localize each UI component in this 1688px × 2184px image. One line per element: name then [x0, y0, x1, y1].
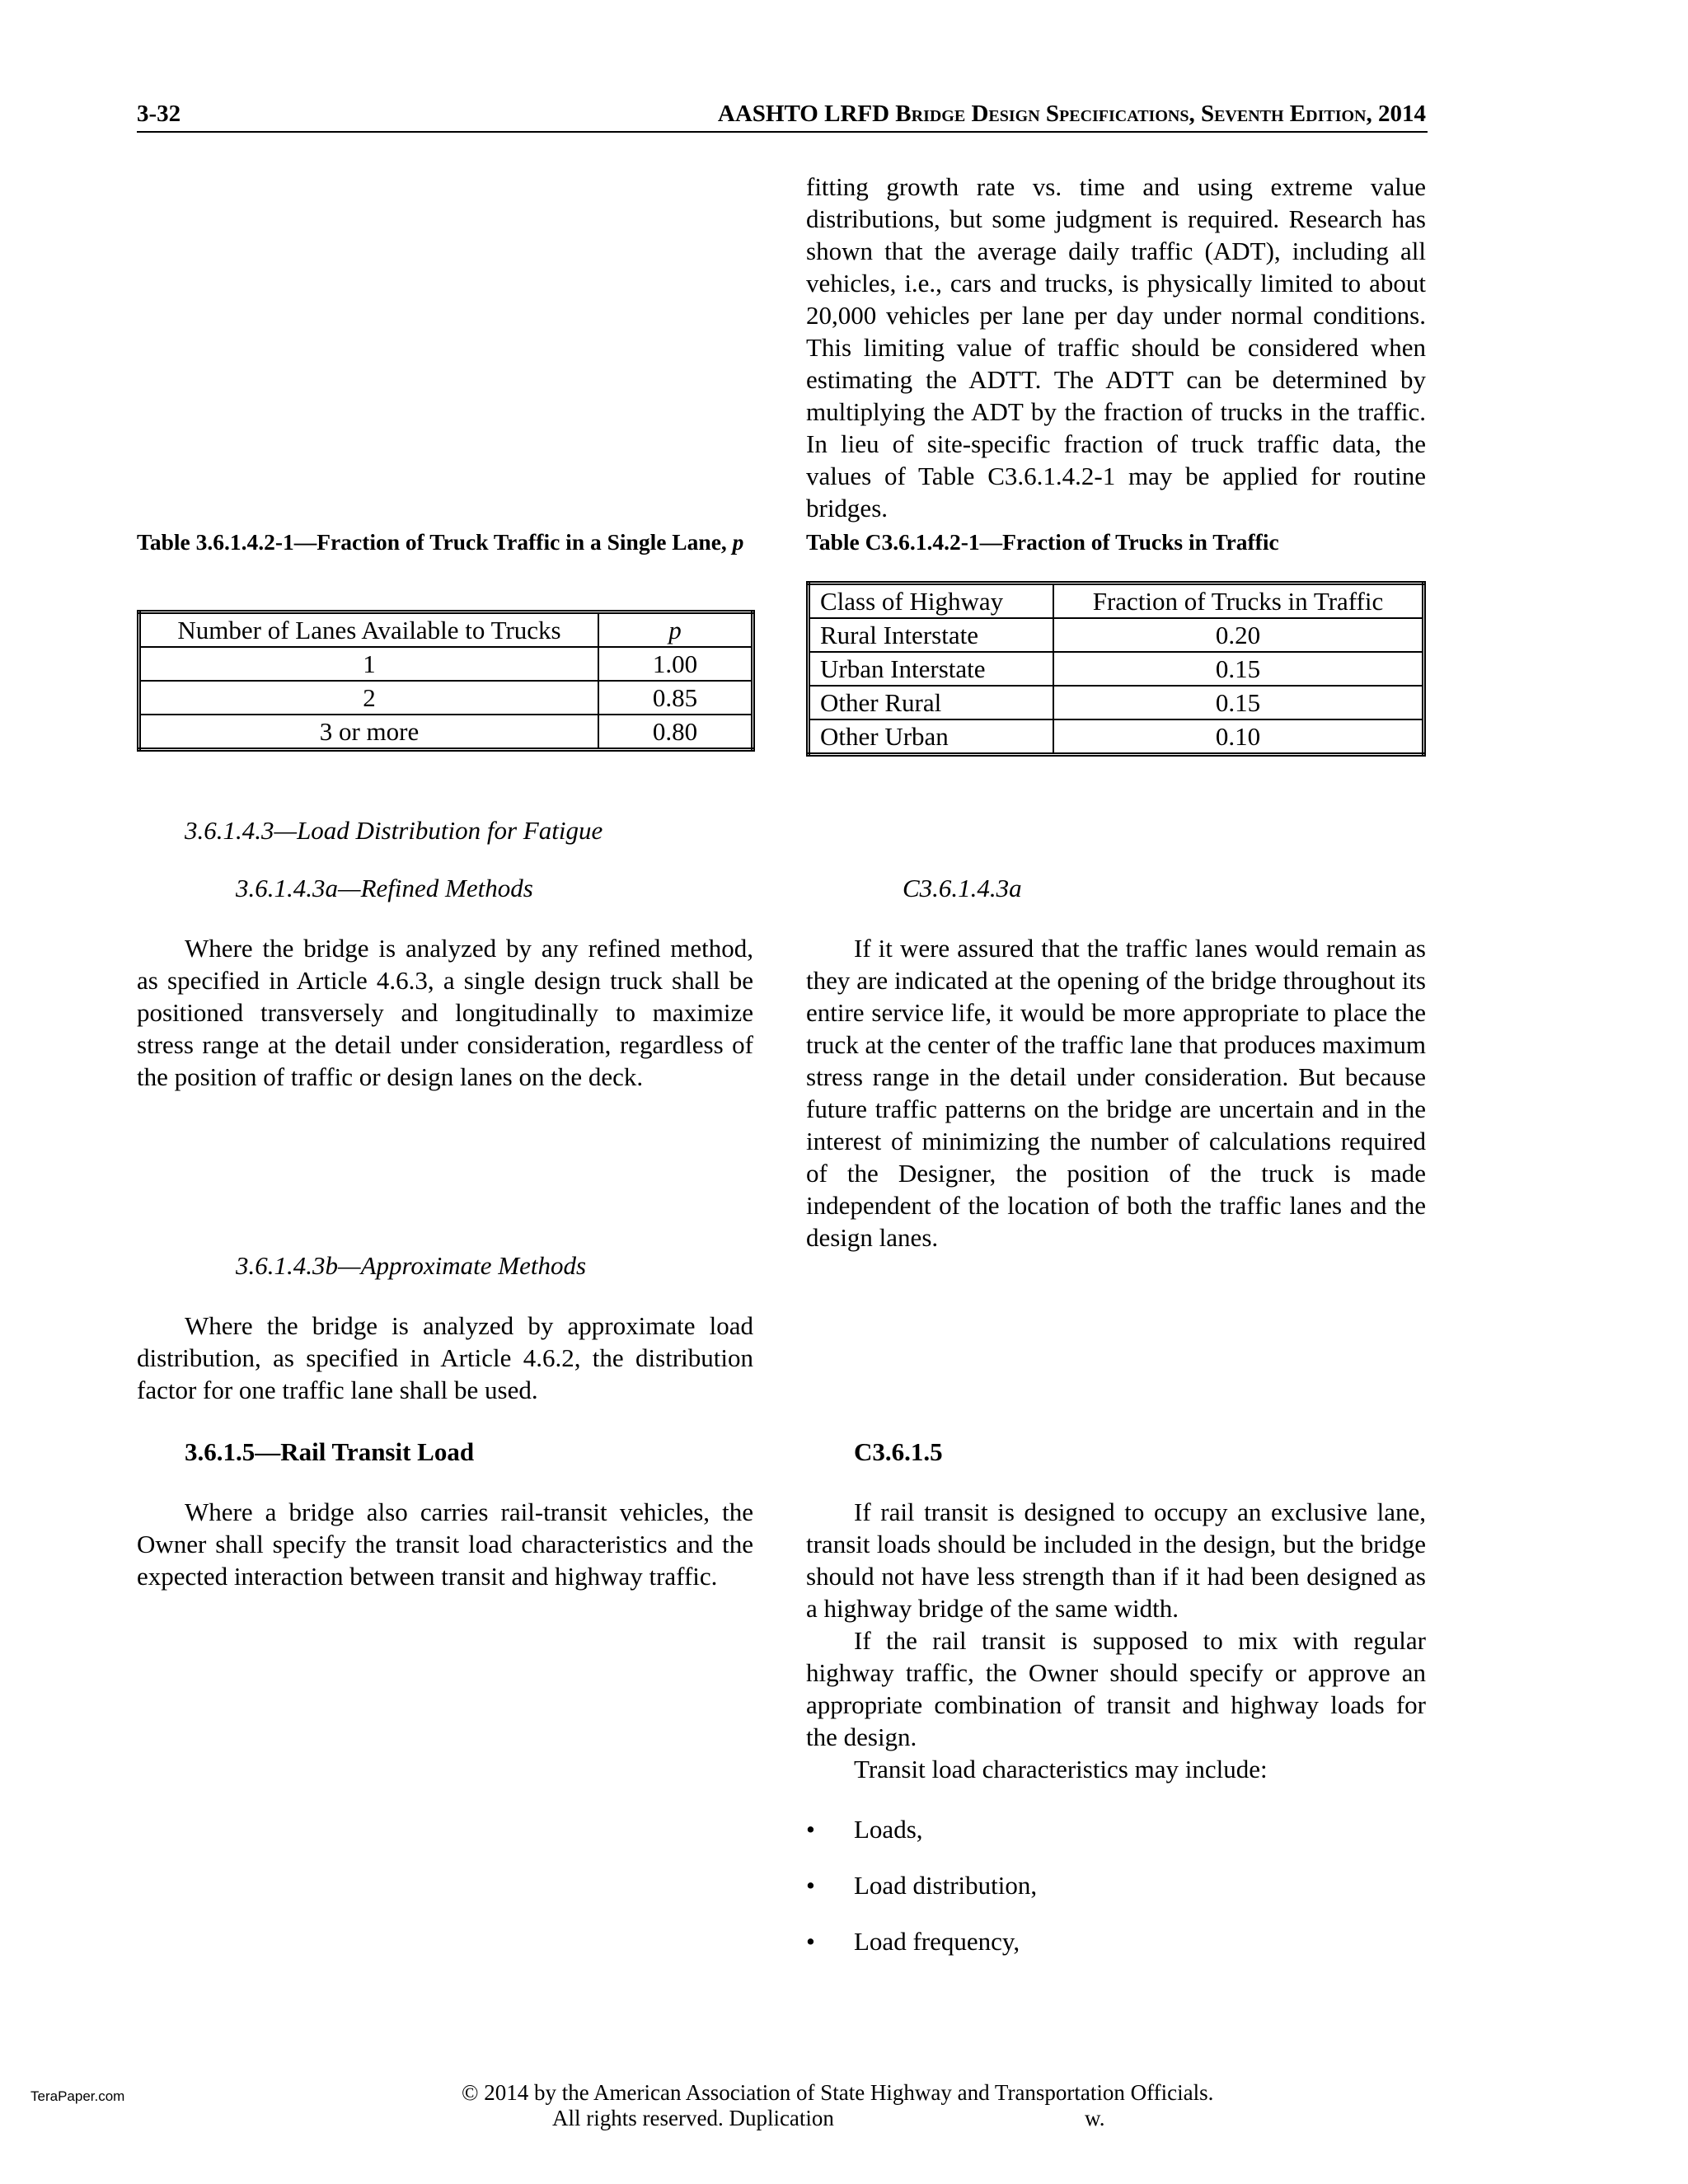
table1-header-row: [139, 612, 753, 648]
bullet-icon: •: [806, 1871, 815, 1900]
table2-header-cell: Class of Highway: [809, 583, 1054, 619]
commentary-3a-block: [806, 932, 1426, 1254]
table2-cell: 0.15: [1053, 686, 1424, 719]
section-heading-3-6-1-4-3a: 3.6.1.4.3a—Refined Methods: [236, 874, 533, 902]
list-item: [806, 1925, 1426, 1957]
table2-cell: 0.20: [1053, 618, 1424, 652]
footer-copyright-line: © 2014 by the American Association of State Highway and Transportation Officials.: [462, 2080, 1214, 2105]
table-row: [809, 719, 1424, 755]
commentary-3a-body: If it were assured that the traffic lanes would remain as they are indicated at the opening of the bridge throughout its entire service life, it would be more appropriate to place the truck at the center of the traffic lane that produces maximum stress range in the detail under consideration. But because future traffic patterns on the bridge are uncertain and in the interest of minimizing the number of calculations required of the Designer, the position of the truck is made independent of the location of both the traffic lanes and the design lanes.: [806, 934, 1426, 1252]
section-heading-3-6-1-4-3: 3.6.1.4.3—Load Distribution for Fatigue: [185, 816, 603, 845]
section-3b-body: Where the bridge is analyzed by approximate load distribution, as specified in Article 4.6.2, the distribution factor for one traffic lane shall be used.: [137, 1311, 753, 1404]
commentary-intro-text: fitting growth rate vs. time and using extreme value distributions, but some judgment is required. Research has shown that the average daily traffic (ADT), including all vehicles, i.e., cars and trucks, is physically limited to about 20,000 vehicles per lane per day under normal conditions. This limiting value of traffic should be considered when estimating the ADTT. The ADTT can be determined by multiplying the ADT by the fraction of trucks in the traffic. In lieu of site-specific fraction of truck traffic data, the values of Table C3.6.1.4.2-1 may be applied for routine bridges.: [806, 172, 1426, 523]
table1-caption-text: Table 3.6.1.4.2-1—Fraction of Truck Traffic in a Single Lane,: [137, 529, 733, 555]
table1: [137, 610, 755, 752]
table-row: [809, 618, 1424, 652]
table2-cell: Urban Interstate: [809, 652, 1054, 686]
footer-site-label: TeraPaper.com: [30, 2088, 125, 2104]
list-item-text: Load frequency,: [854, 1927, 1020, 1956]
commentary-heading-c3-6-1-4-3a: C3.6.1.4.3a: [903, 874, 1022, 902]
section-3a-body-block: [137, 932, 753, 1093]
table-row: [139, 647, 753, 681]
section-3-6-1-5-body: Where a bridge also carries rail-transit vehicles, the Owner shall specify the transit load characteristics and the expected interaction between transit and highway traffic.: [137, 1497, 753, 1591]
commentary-intro-block: [806, 171, 1426, 524]
table2-cell: Rural Interstate: [809, 618, 1054, 652]
page-number: 3-32: [137, 101, 181, 127]
section-3-6-1-5-body-block: [137, 1496, 753, 1592]
table2: [806, 581, 1426, 757]
section-3a-body: Where the bridge is analyzed by any refined method, as specified in Article 4.6.3, a single design truck shall be positioned transversely and longitudinally to maximize stress range at the detail under consideration, regardless of the position of traffic or design lanes on the deck.: [137, 934, 753, 1091]
section-heading-3-6-1-5: 3.6.1.5—Rail Transit Load: [185, 1437, 475, 1466]
table2-cell: 0.15: [1053, 652, 1424, 686]
commentary-3-6-1-5-para3: Transit load characteristics may include:: [854, 1755, 1268, 1783]
table2-header-row: [809, 583, 1424, 619]
table-row: [809, 686, 1424, 719]
table2-cell: Other Urban: [809, 719, 1054, 755]
header-rule: [137, 131, 1428, 133]
commentary-heading-c3-6-1-5: C3.6.1.5: [854, 1437, 943, 1466]
commentary-3-6-1-5-para1: If rail transit is designed to occupy an exclusive lane, transit loads should be included in the design, but the bridge should not have less strength than if it had been designed as a highway bridge of the same width.: [806, 1497, 1426, 1623]
table1-cell: 1: [139, 647, 599, 681]
bullet-icon: •: [806, 1815, 815, 1844]
section-3b-body-block: [137, 1310, 753, 1406]
list-item: [806, 1869, 1426, 1901]
running-header-prefix: AASHTO LRFD B: [717, 101, 912, 127]
bullet-list-block: [806, 1813, 1426, 1981]
footer-rights-line-end: w.: [1085, 2106, 1105, 2130]
table1-caption-p: p: [732, 529, 744, 555]
table2-header-cell: Fraction of Trucks in Traffic: [1053, 583, 1424, 619]
table-row: [809, 652, 1424, 686]
table2-block: [806, 527, 1426, 556]
commentary-3-6-1-5-para2: If the rail transit is supposed to mix with regular highway traffic, the Owner should specify or approve an appropriate combination of transit and highway loads for the design.: [806, 1626, 1426, 1751]
running-header: [718, 101, 1426, 128]
transit-load-bullet-list: [806, 1813, 1426, 1957]
table1-caption: [137, 527, 753, 556]
table-row: [139, 681, 753, 715]
table1-block: [137, 527, 753, 556]
section-heading-3-6-1-4-3b: 3.6.1.4.3b—Approximate Methods: [236, 1251, 587, 1280]
table1-cell: 0.80: [598, 715, 753, 750]
list-item: [806, 1813, 1426, 1845]
list-item-text: Loads,: [854, 1815, 923, 1844]
table1-cell: 0.85: [598, 681, 753, 715]
table2-cell: 0.10: [1053, 719, 1424, 755]
commentary-3-6-1-5-block: [806, 1496, 1426, 1785]
table-row: [139, 715, 753, 750]
bullet-icon: •: [806, 1927, 815, 1956]
table1-header-cell: p: [598, 612, 753, 648]
table1-cell: 2: [139, 681, 599, 715]
running-header-smallcaps: ridge Design Specifications, Seventh Edition, 2014: [911, 101, 1426, 127]
list-item-text: Load distribution,: [854, 1871, 1038, 1900]
table2-caption: Table C3.6.1.4.2-1—Fraction of Trucks in Traffic: [806, 529, 1279, 555]
table1-header-cell: Number of Lanes Available to Trucks: [139, 612, 599, 648]
margin-stamp: [177, 1053, 184, 1103]
table1-cell: 1.00: [598, 647, 753, 681]
footer-rights-line: All rights reserved. Duplication: [552, 2106, 834, 2130]
table2-cell: Other Rural: [809, 686, 1054, 719]
table1-cell: 3 or more: [139, 715, 599, 750]
